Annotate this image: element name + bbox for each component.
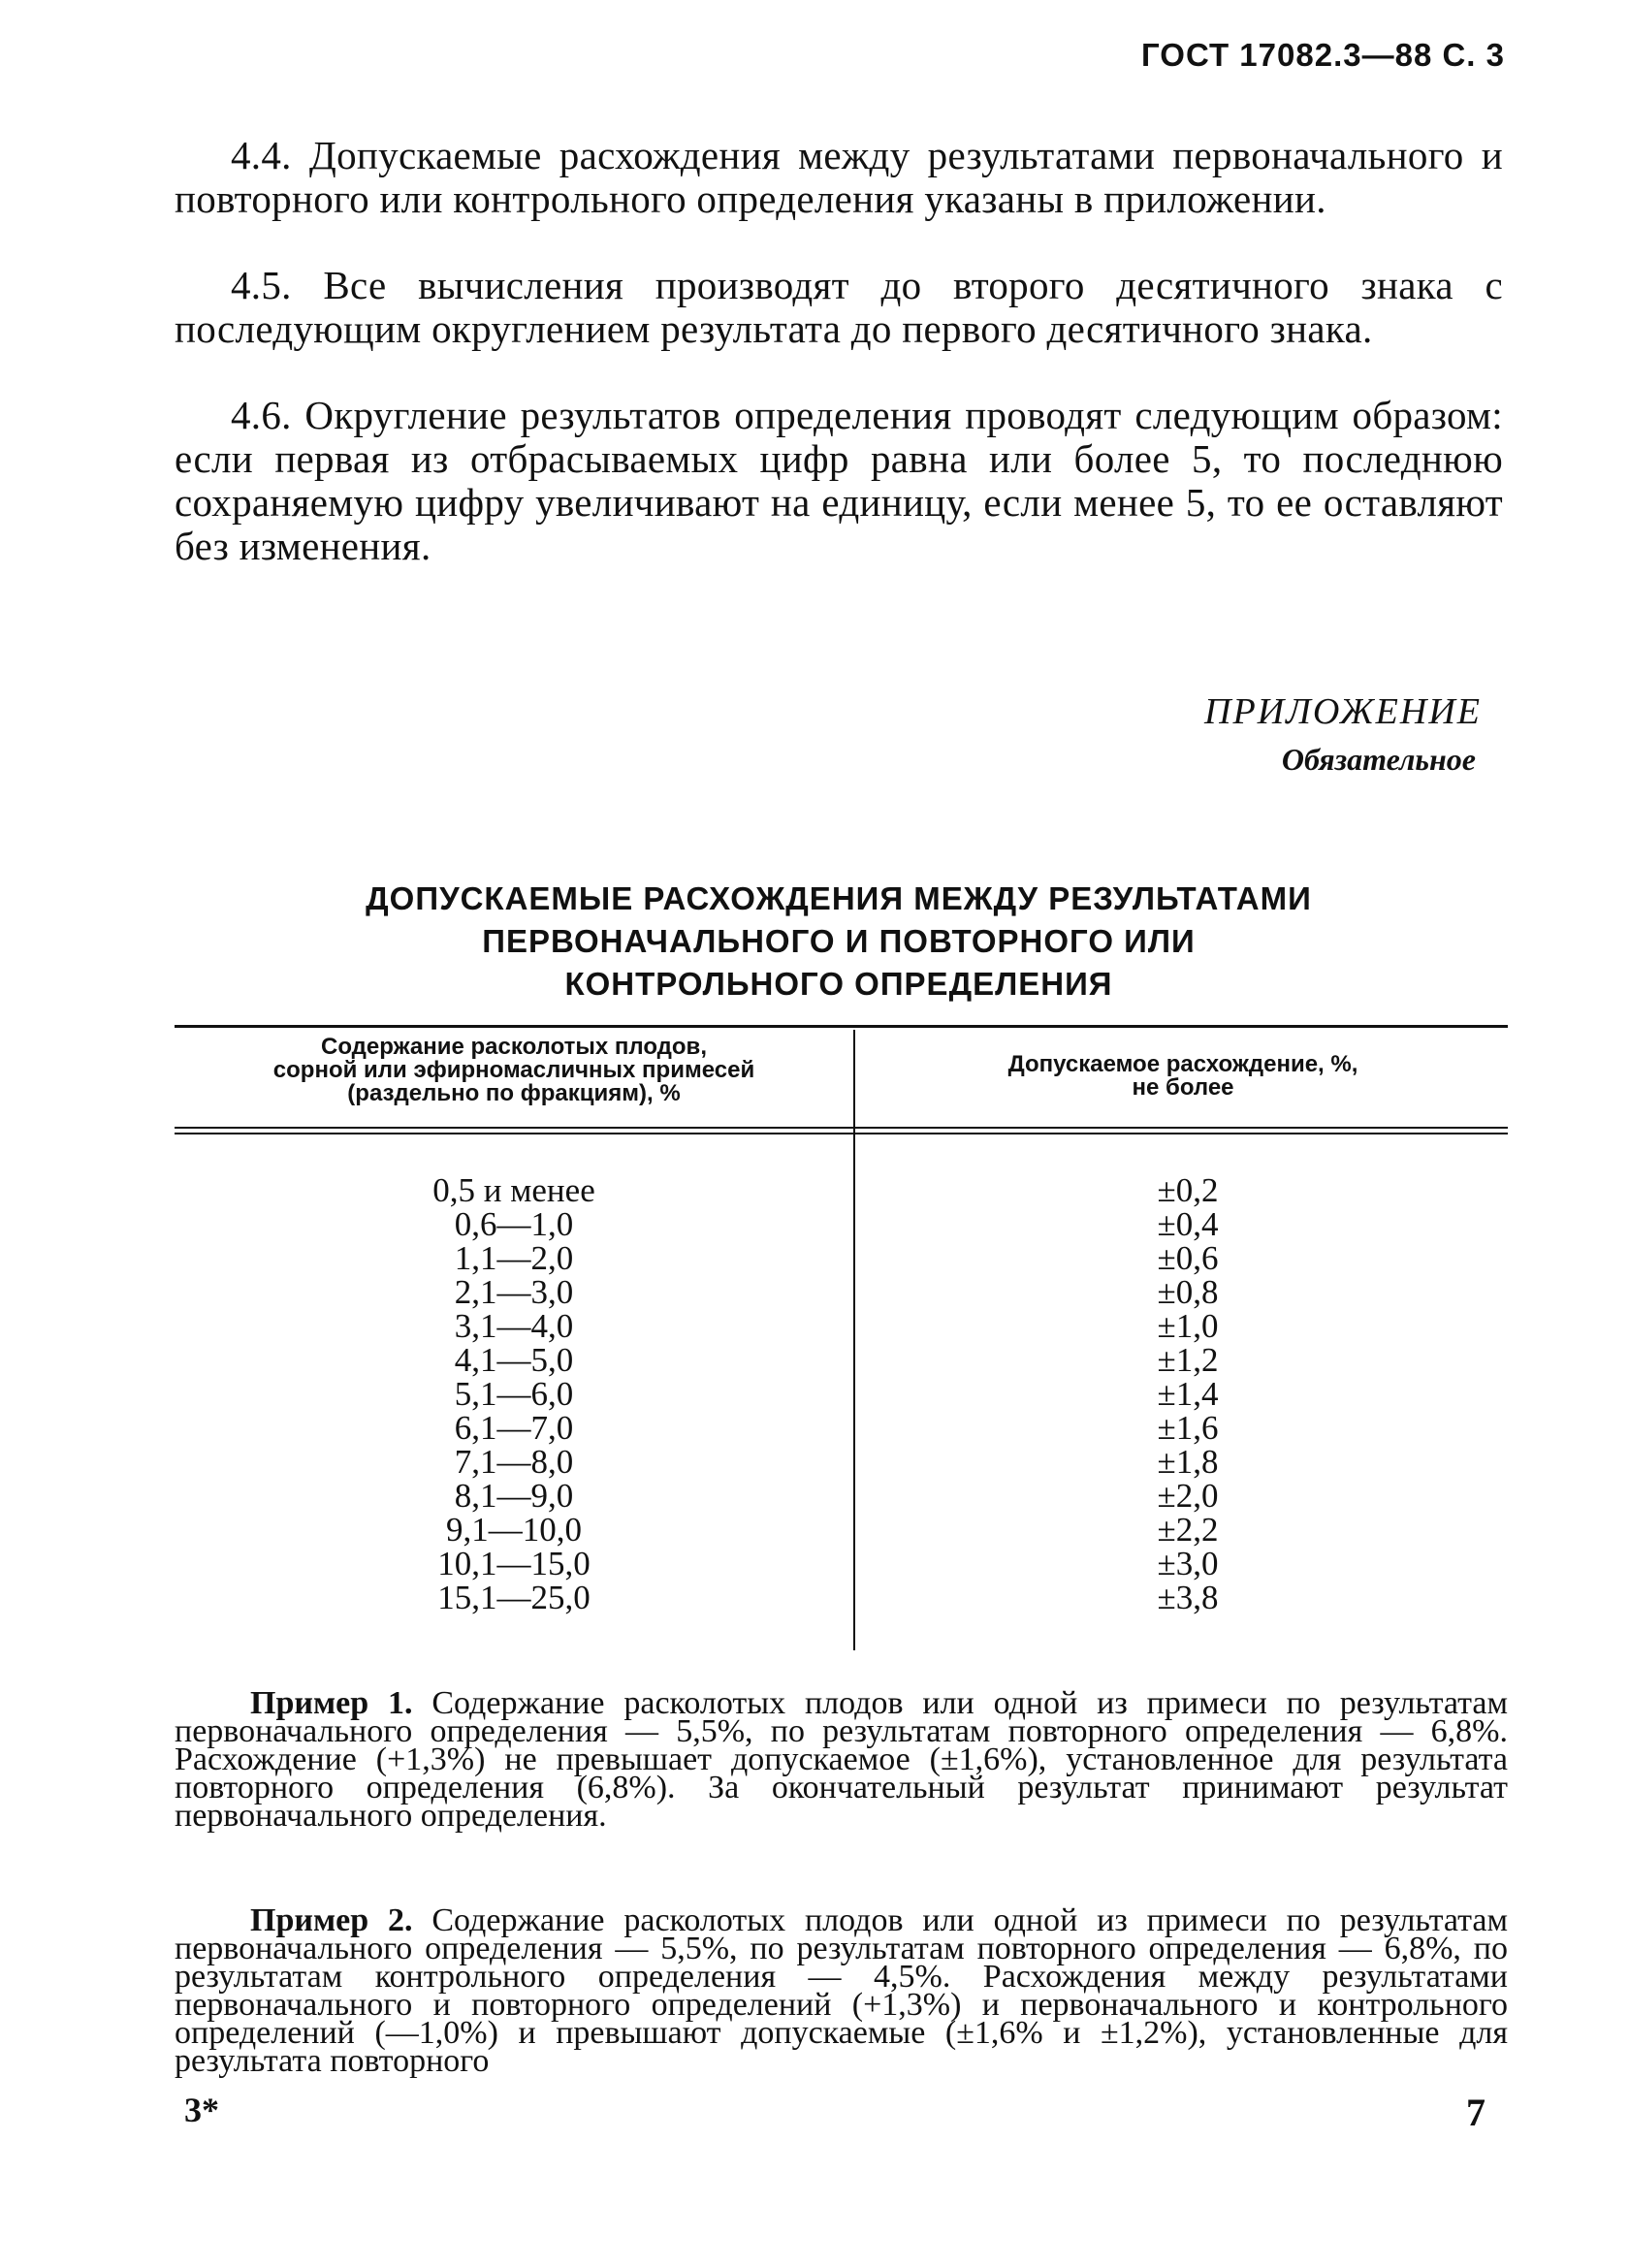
- table-title-line: ПЕРВОНАЧАЛЬНОГО И ПОВТОРНОГО ИЛИ: [482, 923, 1196, 959]
- table-cell-tolerance: ±2,0: [1157, 1477, 1219, 1515]
- example-1-label: Пример 1.: [250, 1685, 413, 1721]
- table-header-rule: [175, 1127, 1508, 1129]
- table-column-tolerance: [1067, 1173, 1309, 1614]
- table-cell-content: 15,1—25,0: [437, 1579, 591, 1616]
- table-cell-tolerance: ±0,4: [1157, 1205, 1219, 1243]
- paragraph-4-4: 4.4. Допускаемые расхождения между результатами первоначального и повторного или контрольного определения указаны в приложении.: [175, 133, 1503, 221]
- example-2-text: Содержание расколотых плодов или одной из примеси по результатам первоначального определения — 5,5%, по результатам повторного определения — 6,8%, по результатам контрольного определения — 4,5%. Расхождения между результатами первоначального и повторного определений (+1,3%) и первоначального и контрольного определений (—1,0%) и превышают допускаемые (±1,6% и ±1,2%), установленные для результата повторного: [175, 1902, 1509, 2079]
- document-header: ГОСТ 17082.3—88 С. 3: [1141, 37, 1505, 73]
- header-line: не более: [1132, 1074, 1234, 1101]
- table-cell-tolerance: ±1,8: [1157, 1443, 1219, 1481]
- table-cell-content: 9,1—10,0: [446, 1511, 582, 1549]
- table-cell-content: 2,1—3,0: [454, 1273, 574, 1311]
- table-cell-content: 0,5 и менее: [432, 1171, 595, 1209]
- header-line: сорной или эфирномасличных примесей: [272, 1057, 755, 1083]
- appendix-subtitle: Обязательное: [1281, 742, 1476, 777]
- table-cell-tolerance: ±1,0: [1157, 1307, 1219, 1345]
- table-cell-content: 5,1—6,0: [454, 1375, 574, 1413]
- table-cell-tolerance: ±3,8: [1157, 1579, 1219, 1616]
- example-2-label: Пример 2.: [250, 1902, 413, 1938]
- table-cell-tolerance: ±0,8: [1157, 1273, 1219, 1311]
- table-cell-content: 4,1—5,0: [454, 1341, 574, 1379]
- table-cell-tolerance: ±0,2: [1157, 1171, 1219, 1209]
- table-cell-content: 10,1—15,0: [437, 1545, 591, 1582]
- table-header-tolerance: [863, 1053, 1503, 1100]
- appendix-title: ПРИЛОЖЕНИЕ: [1204, 691, 1482, 732]
- table-cell-tolerance: ±0,6: [1157, 1239, 1219, 1277]
- table-cell-tolerance: ±1,6: [1157, 1409, 1219, 1447]
- paragraph-4-5: 4.5. Все вычисления производят до второго десятичного знака с последующим округлением результата до первого десятичного знака.: [175, 263, 1503, 351]
- table-column-content: [291, 1173, 737, 1614]
- table-cell-content: 3,1—4,0: [454, 1307, 574, 1345]
- example-1: [175, 1685, 1509, 1834]
- table-cell-content: 6,1—7,0: [454, 1409, 574, 1447]
- table-title: [175, 878, 1503, 1006]
- table-cell-tolerance: ±1,2: [1157, 1341, 1219, 1379]
- header-line: Допускаемое расхождение, %,: [1007, 1051, 1358, 1077]
- table-title-line: КОНТРОЛЬНОГО ОПРЕДЕЛЕНИЯ: [564, 966, 1113, 1002]
- header-line: (раздельно по фракциям), %: [347, 1080, 681, 1106]
- table-header-rule: [175, 1133, 1508, 1134]
- table-cell-tolerance: ±3,0: [1157, 1545, 1219, 1582]
- footer-signature: 3*: [184, 2091, 219, 2129]
- table-cell-content: 1,1—2,0: [454, 1239, 574, 1277]
- table-cell-tolerance: ±1,4: [1157, 1375, 1219, 1413]
- table-title-line: ДОПУСКАЕМЫЕ РАСХОЖДЕНИЯ МЕЖДУ РЕЗУЛЬТАТАМИ: [366, 880, 1312, 916]
- page-number: 7: [1466, 2091, 1485, 2134]
- table-top-rule: [175, 1025, 1508, 1028]
- table-cell-content: 7,1—8,0: [454, 1443, 574, 1481]
- example-2: [175, 1902, 1509, 2079]
- paragraph-4-6: 4.6. Округление результатов определения проводят следующим образом: если первая из отбрасываемых цифр равна или более 5, то последнюю сохраняемую цифру увеличивают на единицу, если менее 5, то ее оставляют без изменения.: [175, 393, 1503, 568]
- table-cell-content: 8,1—9,0: [454, 1477, 574, 1515]
- table-column-divider: [853, 1030, 855, 1650]
- header-line: Содержание расколотых плодов,: [321, 1034, 707, 1060]
- table-header-content: [184, 1036, 844, 1105]
- example-1-text: Содержание расколотых плодов или одной из примеси по результатам первоначального определения — 5,5%, по результатам повторного определения — 6,8%. Расхождение (+1,3%) не превышает допускаемое (±1,6%), установленное для результата повторного определения (6,8%). За окончательный результат принимают результат первоначального определения.: [175, 1685, 1509, 1834]
- table-cell-tolerance: ±2,2: [1157, 1511, 1219, 1549]
- table-cell-content: 0,6—1,0: [454, 1205, 574, 1243]
